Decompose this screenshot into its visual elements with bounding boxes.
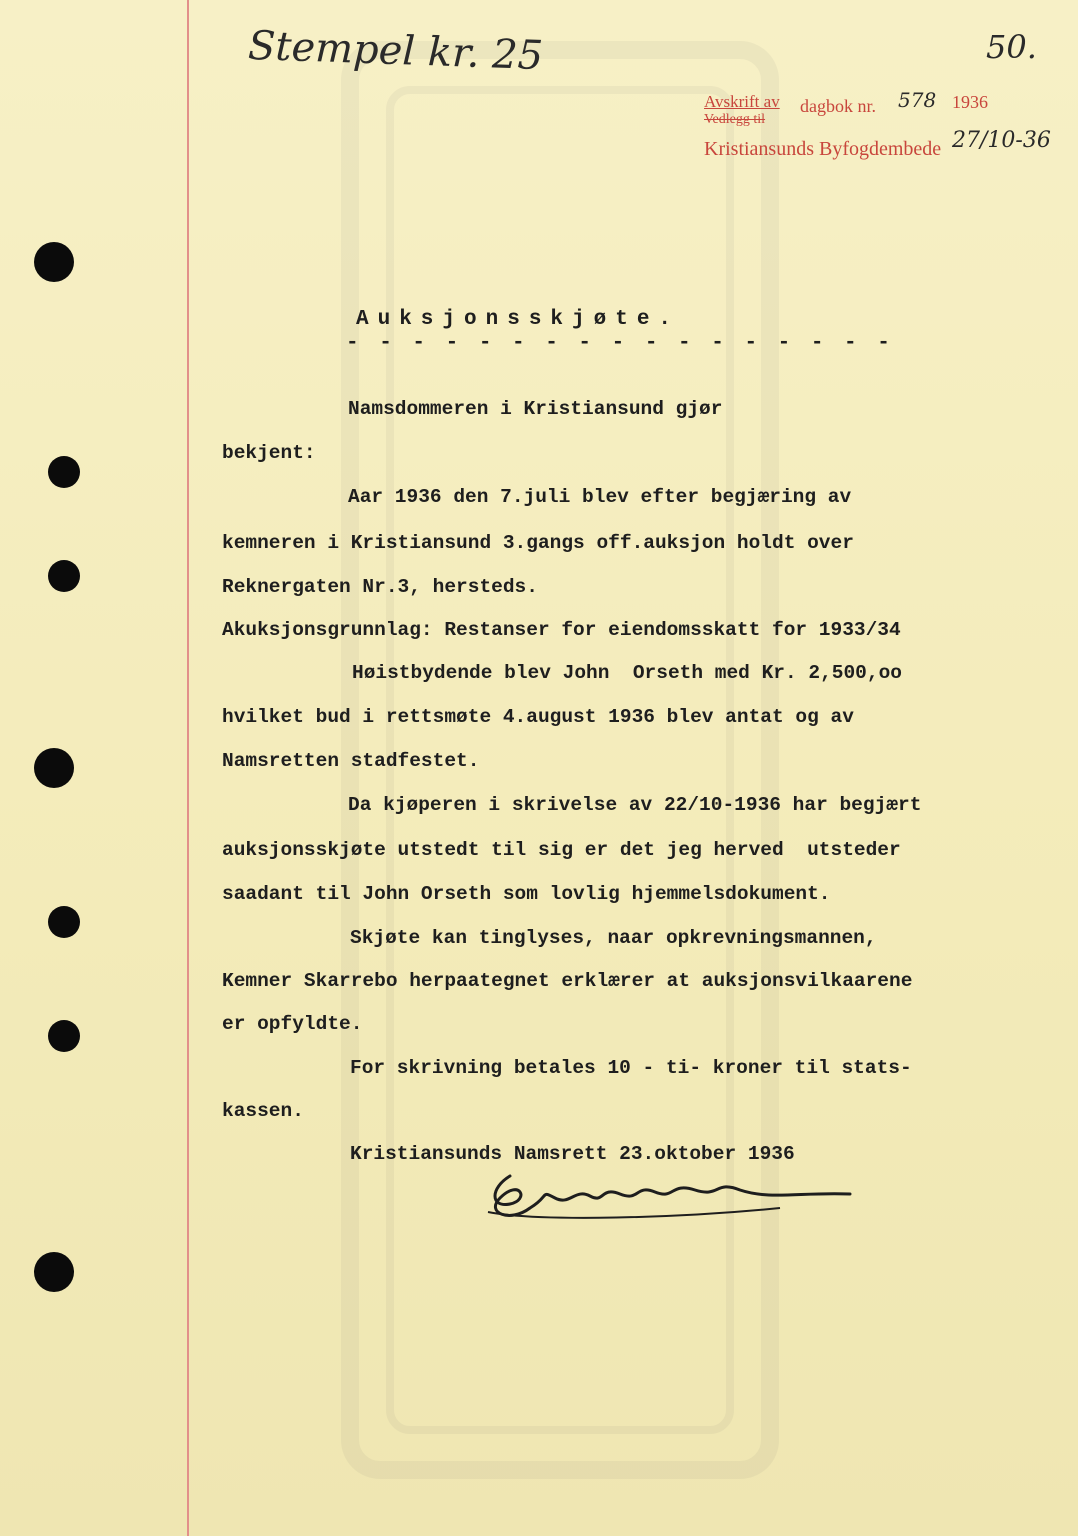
text-line: Aar 1936 den 7.juli blev efter begjæring av	[348, 486, 852, 508]
text-line: Namsdommeren i Kristiansund gjør	[348, 398, 723, 420]
text-line: Akuksjonsgrunnlag: Restanser for eiendomsskatt for 1933/34	[222, 619, 901, 641]
title-rule: - - - - - - - - - - - - - - - - -	[346, 332, 894, 355]
stamp-office: Kristiansunds Byfogdembede	[704, 138, 942, 160]
registration-stamp	[702, 88, 1062, 160]
margin-rule	[187, 0, 189, 1536]
text-line: Reknergaten Nr.3, hersteds.	[222, 576, 538, 598]
text-line: For skrivning betales 10 - ti- kroner til stats-	[350, 1057, 912, 1079]
text-line: bekjent:	[222, 442, 316, 464]
punch-hole	[34, 1252, 74, 1292]
stamp-handwritten-date: 27/10-36	[952, 128, 1051, 153]
text-line: Skjøte kan tinglyses, naar opkrevningsmannen,	[350, 927, 877, 949]
stamp-dagbok-label: dagbok nr.	[800, 96, 876, 116]
punch-hole	[48, 456, 80, 488]
punch-hole	[48, 906, 80, 938]
text-line: Da kjøperen i skrivelse av 22/10-1936 har begjært	[348, 794, 922, 816]
document-title: Auksjonsskjøte.	[356, 308, 681, 331]
text-line: kassen.	[222, 1100, 304, 1122]
text-line: kemneren i Kristiansund 3.gangs off.auksjon holdt over	[222, 532, 854, 554]
punch-hole	[48, 560, 80, 592]
text-line: er opfyldte.	[222, 1013, 363, 1035]
handwritten-page-number: 50.	[986, 28, 1037, 66]
stamp-dagbok-number: 578	[898, 88, 937, 112]
handwritten-signature	[480, 1168, 860, 1228]
text-line: Namsretten stadfestet.	[222, 750, 480, 772]
text-line: hvilket bud i rettsmøte 4.august 1936 blev antat og av	[222, 706, 854, 728]
stamp-vedlegg: Vedlegg til	[704, 112, 766, 127]
stamp-avskrift: Avskrift av	[704, 92, 780, 111]
text-line: saadant til John Orseth som lovlig hjemmelsdokument.	[222, 883, 831, 905]
punch-hole	[34, 748, 74, 788]
text-line: Kemner Skarrebo herpaategnet erklærer at auksjonsvilkaarene	[222, 970, 913, 992]
text-line: Høistbydende blev John Orseth med Kr. 2,500,oo	[352, 662, 902, 684]
punch-hole	[48, 1020, 80, 1052]
punch-hole	[34, 242, 74, 282]
handwritten-stamp-note: Stempel kr. 25	[247, 22, 544, 80]
text-line: Kristiansunds Namsrett 23.oktober 1936	[350, 1143, 795, 1165]
stamp-year: 1936	[952, 92, 988, 112]
text-line: auksjonsskjøte utstedt til sig er det jeg herved utsteder	[222, 839, 901, 861]
